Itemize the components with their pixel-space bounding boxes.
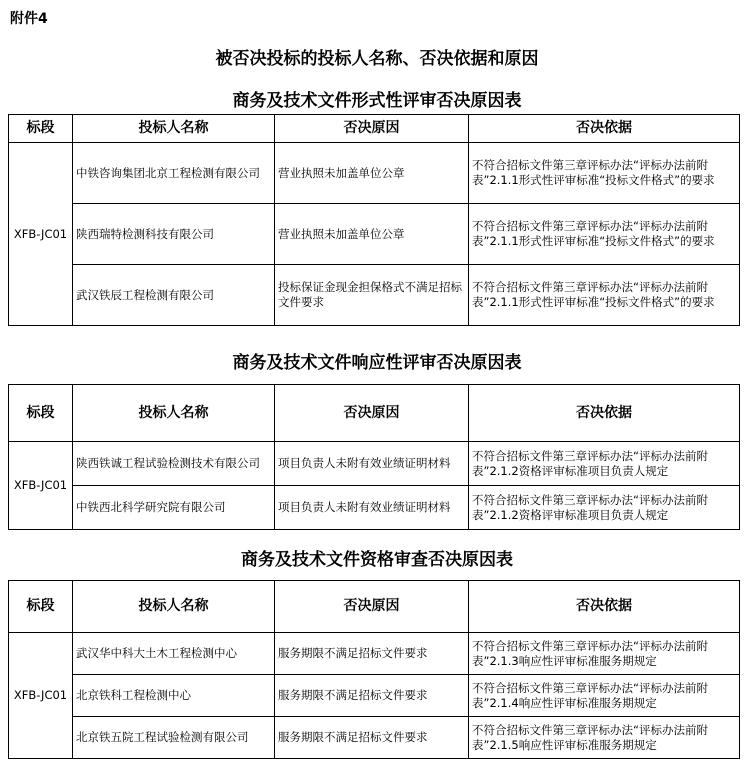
header-basis: 否决依据 bbox=[469, 115, 740, 143]
bidder-cell: 北京铁科工程检测中心 bbox=[73, 675, 275, 717]
basis-cell: 不符合招标文件第三章评标办法“评标办法前附表”2.1.5响应性评审标准服务期规定 bbox=[469, 717, 740, 759]
table-row bbox=[9, 633, 740, 675]
table-row bbox=[9, 486, 740, 530]
attachment-label: 附件4 bbox=[10, 11, 48, 27]
reason-cell: 服务期限不满足招标文件要求 bbox=[275, 633, 469, 675]
basis-cell: 不符合招标文件第三章评标办法“评标办法前附表”2.1.1形式性评审标准“投标文件格式”的要求 bbox=[469, 143, 740, 204]
reason-cell: 营业执照未加盖单位公章 bbox=[275, 204, 469, 265]
document-title: 被否决投标的投标人名称、否决依据和原因 bbox=[215, 49, 539, 69]
header-reason: 否决原因 bbox=[275, 581, 469, 633]
table-row bbox=[9, 143, 740, 204]
bidder-cell: 中铁西北科学研究院有限公司 bbox=[73, 486, 275, 530]
table-row bbox=[9, 717, 740, 759]
basis-cell: 不符合招标文件第三章评标办法“评标办法前附表”2.1.2资格评审标准项目负责人规定 bbox=[469, 486, 740, 530]
header-segment: 标段 bbox=[9, 385, 73, 442]
header-bidder: 投标人名称 bbox=[73, 385, 275, 442]
table-row bbox=[9, 675, 740, 717]
header-bidder: 投标人名称 bbox=[73, 581, 275, 633]
reason-cell: 服务期限不满足招标文件要求 bbox=[275, 717, 469, 759]
header-segment: 标段 bbox=[9, 115, 73, 143]
segment-cell: XFB-JC01 bbox=[9, 143, 73, 326]
bidder-cell: 北京铁五院工程试验检测有限公司 bbox=[73, 717, 275, 759]
reason-cell: 项目负责人未附有效业绩证明材料 bbox=[275, 486, 469, 530]
bidder-cell: 陕西铁诚工程试验检测技术有限公司 bbox=[73, 442, 275, 486]
basis-cell: 不符合招标文件第三章评标办法“评标办法前附表”2.1.1形式性评审标准“投标文件格式”的要求 bbox=[469, 265, 740, 326]
table-formal-review bbox=[8, 114, 740, 326]
reason-cell: 服务期限不满足招标文件要求 bbox=[275, 675, 469, 717]
section-title-responsive: 商务及技术文件响应性评审否决原因表 bbox=[232, 353, 522, 373]
segment-cell: XFB-JC01 bbox=[9, 442, 73, 530]
bidder-cell: 中铁咨询集团北京工程检测有限公司 bbox=[73, 143, 275, 204]
table-row bbox=[9, 265, 740, 326]
reason-cell: 营业执照未加盖单位公章 bbox=[275, 143, 469, 204]
basis-cell: 不符合招标文件第三章评标办法“评标办法前附表”2.1.4响应性评审标准服务期规定 bbox=[469, 675, 740, 717]
basis-cell: 不符合招标文件第三章评标办法“评标办法前附表”2.1.1形式性评审标准“投标文件格式”的要求 bbox=[469, 204, 740, 265]
bidder-cell: 武汉华中科大土木工程检测中心 bbox=[73, 633, 275, 675]
table-header-row bbox=[9, 581, 740, 633]
table-header-row bbox=[9, 385, 740, 442]
bidder-cell: 陕西瑞特检测科技有限公司 bbox=[73, 204, 275, 265]
segment-cell: XFB-JC01 bbox=[9, 633, 73, 759]
section-title-formal: 商务及技术文件形式性评审否决原因表 bbox=[232, 91, 522, 111]
header-segment: 标段 bbox=[9, 581, 73, 633]
table-qualification-review bbox=[8, 580, 740, 759]
table-row bbox=[9, 204, 740, 265]
table-header-row bbox=[9, 115, 740, 143]
basis-cell: 不符合招标文件第三章评标办法“评标办法前附表”2.1.2资格评审标准项目负责人规定 bbox=[469, 442, 740, 486]
table-responsive-review bbox=[8, 384, 740, 530]
basis-cell: 不符合招标文件第三章评标办法“评标办法前附表”2.1.3响应性评审标准服务期规定 bbox=[469, 633, 740, 675]
table-row bbox=[9, 442, 740, 486]
header-reason: 否决原因 bbox=[275, 115, 469, 143]
section-title-qualification: 商务及技术文件资格审查否决原因表 bbox=[241, 550, 513, 570]
reason-cell: 投标保证金现金担保格式不满足招标文件要求 bbox=[275, 265, 469, 326]
header-basis: 否决依据 bbox=[469, 385, 740, 442]
header-reason: 否决原因 bbox=[275, 385, 469, 442]
reason-cell: 项目负责人未附有效业绩证明材料 bbox=[275, 442, 469, 486]
header-basis: 否决依据 bbox=[469, 581, 740, 633]
header-bidder: 投标人名称 bbox=[73, 115, 275, 143]
bidder-cell: 武汉铁辰工程检测有限公司 bbox=[73, 265, 275, 326]
